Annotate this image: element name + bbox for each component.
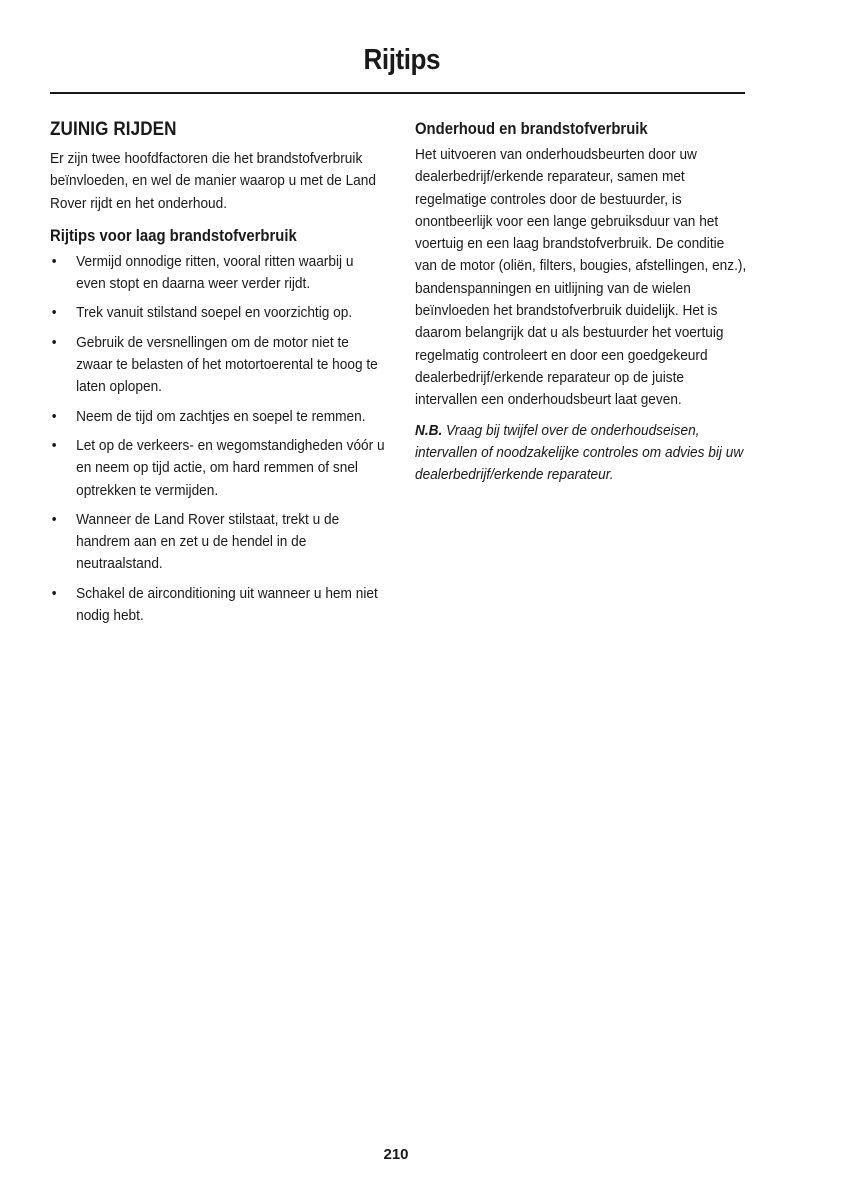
bullet-icon: • bbox=[51, 510, 57, 528]
bullet-icon: • bbox=[51, 304, 57, 322]
title-divider bbox=[50, 92, 745, 94]
bullet-icon: • bbox=[51, 252, 57, 270]
tip-text: Trek vanuit stilstand soepel en voorzichtig op. bbox=[76, 304, 353, 322]
note-paragraph bbox=[415, 420, 750, 487]
bullet-icon: • bbox=[51, 584, 57, 602]
intro-paragraph: Er zijn twee hoofdfactoren die het brandstofverbruik beïnvloeden, en wel de manier waarop u met de Land Rover rijdt en het onderhoud. bbox=[50, 150, 376, 212]
right-column bbox=[415, 118, 750, 486]
list-item bbox=[50, 583, 386, 628]
tip-text: Let op de verkeers- en wegomstandigheden vóór u en neem op tijd actie, om hard remmen of snel optrekken te vermijden. bbox=[76, 436, 385, 499]
page-number: 210 bbox=[383, 1146, 409, 1163]
tip-text: Schakel de airconditioning uit wanneer u hem niet nodig hebt. bbox=[76, 584, 378, 625]
list-item bbox=[50, 509, 386, 576]
tip-text: Vermijd onnodige ritten, vooral ritten waarbij u even stopt en daarna weer verder rijdt. bbox=[76, 252, 354, 293]
list-item bbox=[50, 302, 386, 324]
tip-text: Gebruik de versnellingen om de motor niet te zwaar te belasten of het motortoerental te hoog te laten oplopen. bbox=[76, 333, 378, 396]
note-text: Vraag bij twijfel over de onderhoudseisen, intervallen of noodzakelijke controles om advies bij uw dealerbedrijf/erkende reparateur. bbox=[415, 421, 744, 484]
note-label: N.B. bbox=[415, 421, 443, 439]
bullet-icon: • bbox=[51, 333, 57, 351]
list-item bbox=[50, 406, 386, 428]
maintenance-subheading: Onderhoud en brandstofverbruik bbox=[415, 120, 648, 138]
page-title: Rijtips bbox=[363, 44, 440, 76]
left-column bbox=[50, 118, 386, 634]
bullet-icon: • bbox=[51, 436, 57, 454]
tips-list bbox=[50, 251, 386, 627]
tips-subheading: Rijtips voor laag brandstofverbruik bbox=[50, 226, 297, 245]
list-item bbox=[50, 332, 386, 399]
section-heading: ZUINIG RIJDEN bbox=[50, 119, 177, 140]
tip-text: Wanneer de Land Rover stilstaat, trekt u de handrem aan en zet u de hendel in de neutraalstand. bbox=[76, 510, 340, 573]
maintenance-paragraph: Het uitvoeren van onderhoudsbeurten door uw dealerbedrijf/erkende reparateur, samen met regelmatige controles door de bestuurder, is onontbeerlijk voor een lange gebruiksduur van het voertuig en een laag brandstofverbruik. De conditie van de motor (oliën, filters, bougies, afstellingen, enz.), bandenspanningen en uitlijning van de wielen beïnvloeden het brandstofverbruik duidelijk. Het is daarom belangrijk dat u als bestuurder het voertuig regelmatig controleert en door een goedgekeurd dealerbedrijf/erkende reparateur op de juiste intervallen een onderhoudsbeurt laat geven. bbox=[415, 146, 747, 409]
tip-text: Neem de tijd om zachtjes en soepel te remmen. bbox=[76, 407, 366, 425]
list-item bbox=[50, 251, 386, 296]
bullet-icon: • bbox=[51, 407, 57, 425]
list-item bbox=[50, 435, 386, 502]
